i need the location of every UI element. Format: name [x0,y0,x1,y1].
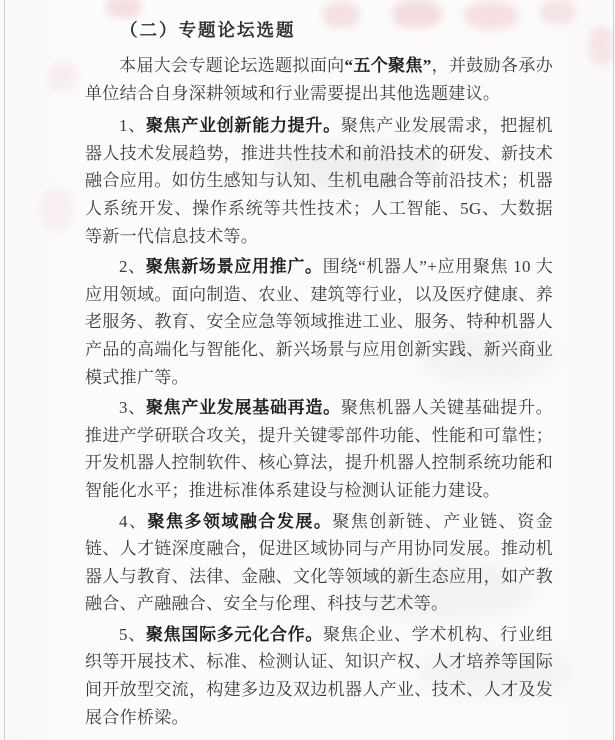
section-heading: （二）专题论坛选题 [120,20,296,40]
topic-2-title: 聚焦新场景应用推广。 [145,257,323,277]
topic-5-title: 聚焦国际多元化合作。 [145,624,324,644]
red-ink-smudge [48,62,78,92]
intro-paragraph [85,52,553,107]
topic-4-body: 聚焦创新链、产业链、资金链、人才链深度融合，促进区域协同与产用协同发展。推动机器人与教育、法律、金融、文化等领域的新生态应用，如产教融合、产融融合、安全与伦理、科技与艺术等。 [85,511,554,614]
topic-4-title: 聚焦多领域融合发展。 [147,511,333,531]
topic-1-title: 聚焦产业创新能力提升。 [145,116,341,136]
topic-item-4 [85,508,553,618]
red-letterhead-remnant [588,26,614,66]
scan-edge-line-right [613,0,614,740]
document-body [85,16,553,734]
topic-item-2 [85,253,553,391]
red-ink-smudge [40,188,74,232]
topic-3-title: 聚焦产业发展基础再造。 [145,398,341,418]
topic-5-number: 5、 [119,624,146,644]
intro-text-suffix: ，并鼓励各承办单位结合自身深耕领域和行业需要提出其他选题建议。 [85,56,553,103]
intro-highlight-five-focuses: “五个聚焦” [344,56,432,75]
topic-1-body: 聚焦产业发展需求，把握机器人技术发展趋势，推进共性技术和前沿技术的研发、新技术融合应用。如仿生感知与认知、生机电融合等前沿技术；机器人系统开发、操作系统等共性技术；人工智能、5G、大数据等新一代信息技术等。 [85,116,553,246]
topic-item-5 [85,621,553,731]
scan-edge-line-left [4,0,5,740]
topic-item-1 [85,112,553,250]
intro-text-prefix: 本届大会专题论坛选题拟面向 [119,56,345,75]
topic-1-number: 1、 [119,116,146,136]
topic-item-3 [85,394,553,504]
topic-3-number: 3、 [119,398,146,418]
topic-2-body: 围绕“机器人”+应用聚焦 10 大应用领域。面向制造、农业、建筑等行业，以及医疗健康、养老服务、教育、安全应急等领域推进工业、服务、特种机器人产品的高端化与智能化、新兴场景与应用创新实践、新兴商业模式推广等。 [85,257,553,387]
topic-2-number: 2、 [119,257,146,277]
topic-3-body: 聚焦机器人关键基础提升。推进产学研联合攻关，提升关键零部件功能、性能和可靠性；开发机器人控制软件、核心算法，提升机器人控制系统功能和智能化水平；推进标准体系建设与检测认证能力建设。 [85,398,553,500]
topic-5-body: 聚焦企业、学术机构、行业组织等开展技术、标准、检测认证、知识产权、人才培养等国际间开放型交流，构建多边及双边机器人产业、技术、人才及发展合作桥梁。 [85,624,554,727]
topic-4-number: 4、 [119,511,148,531]
